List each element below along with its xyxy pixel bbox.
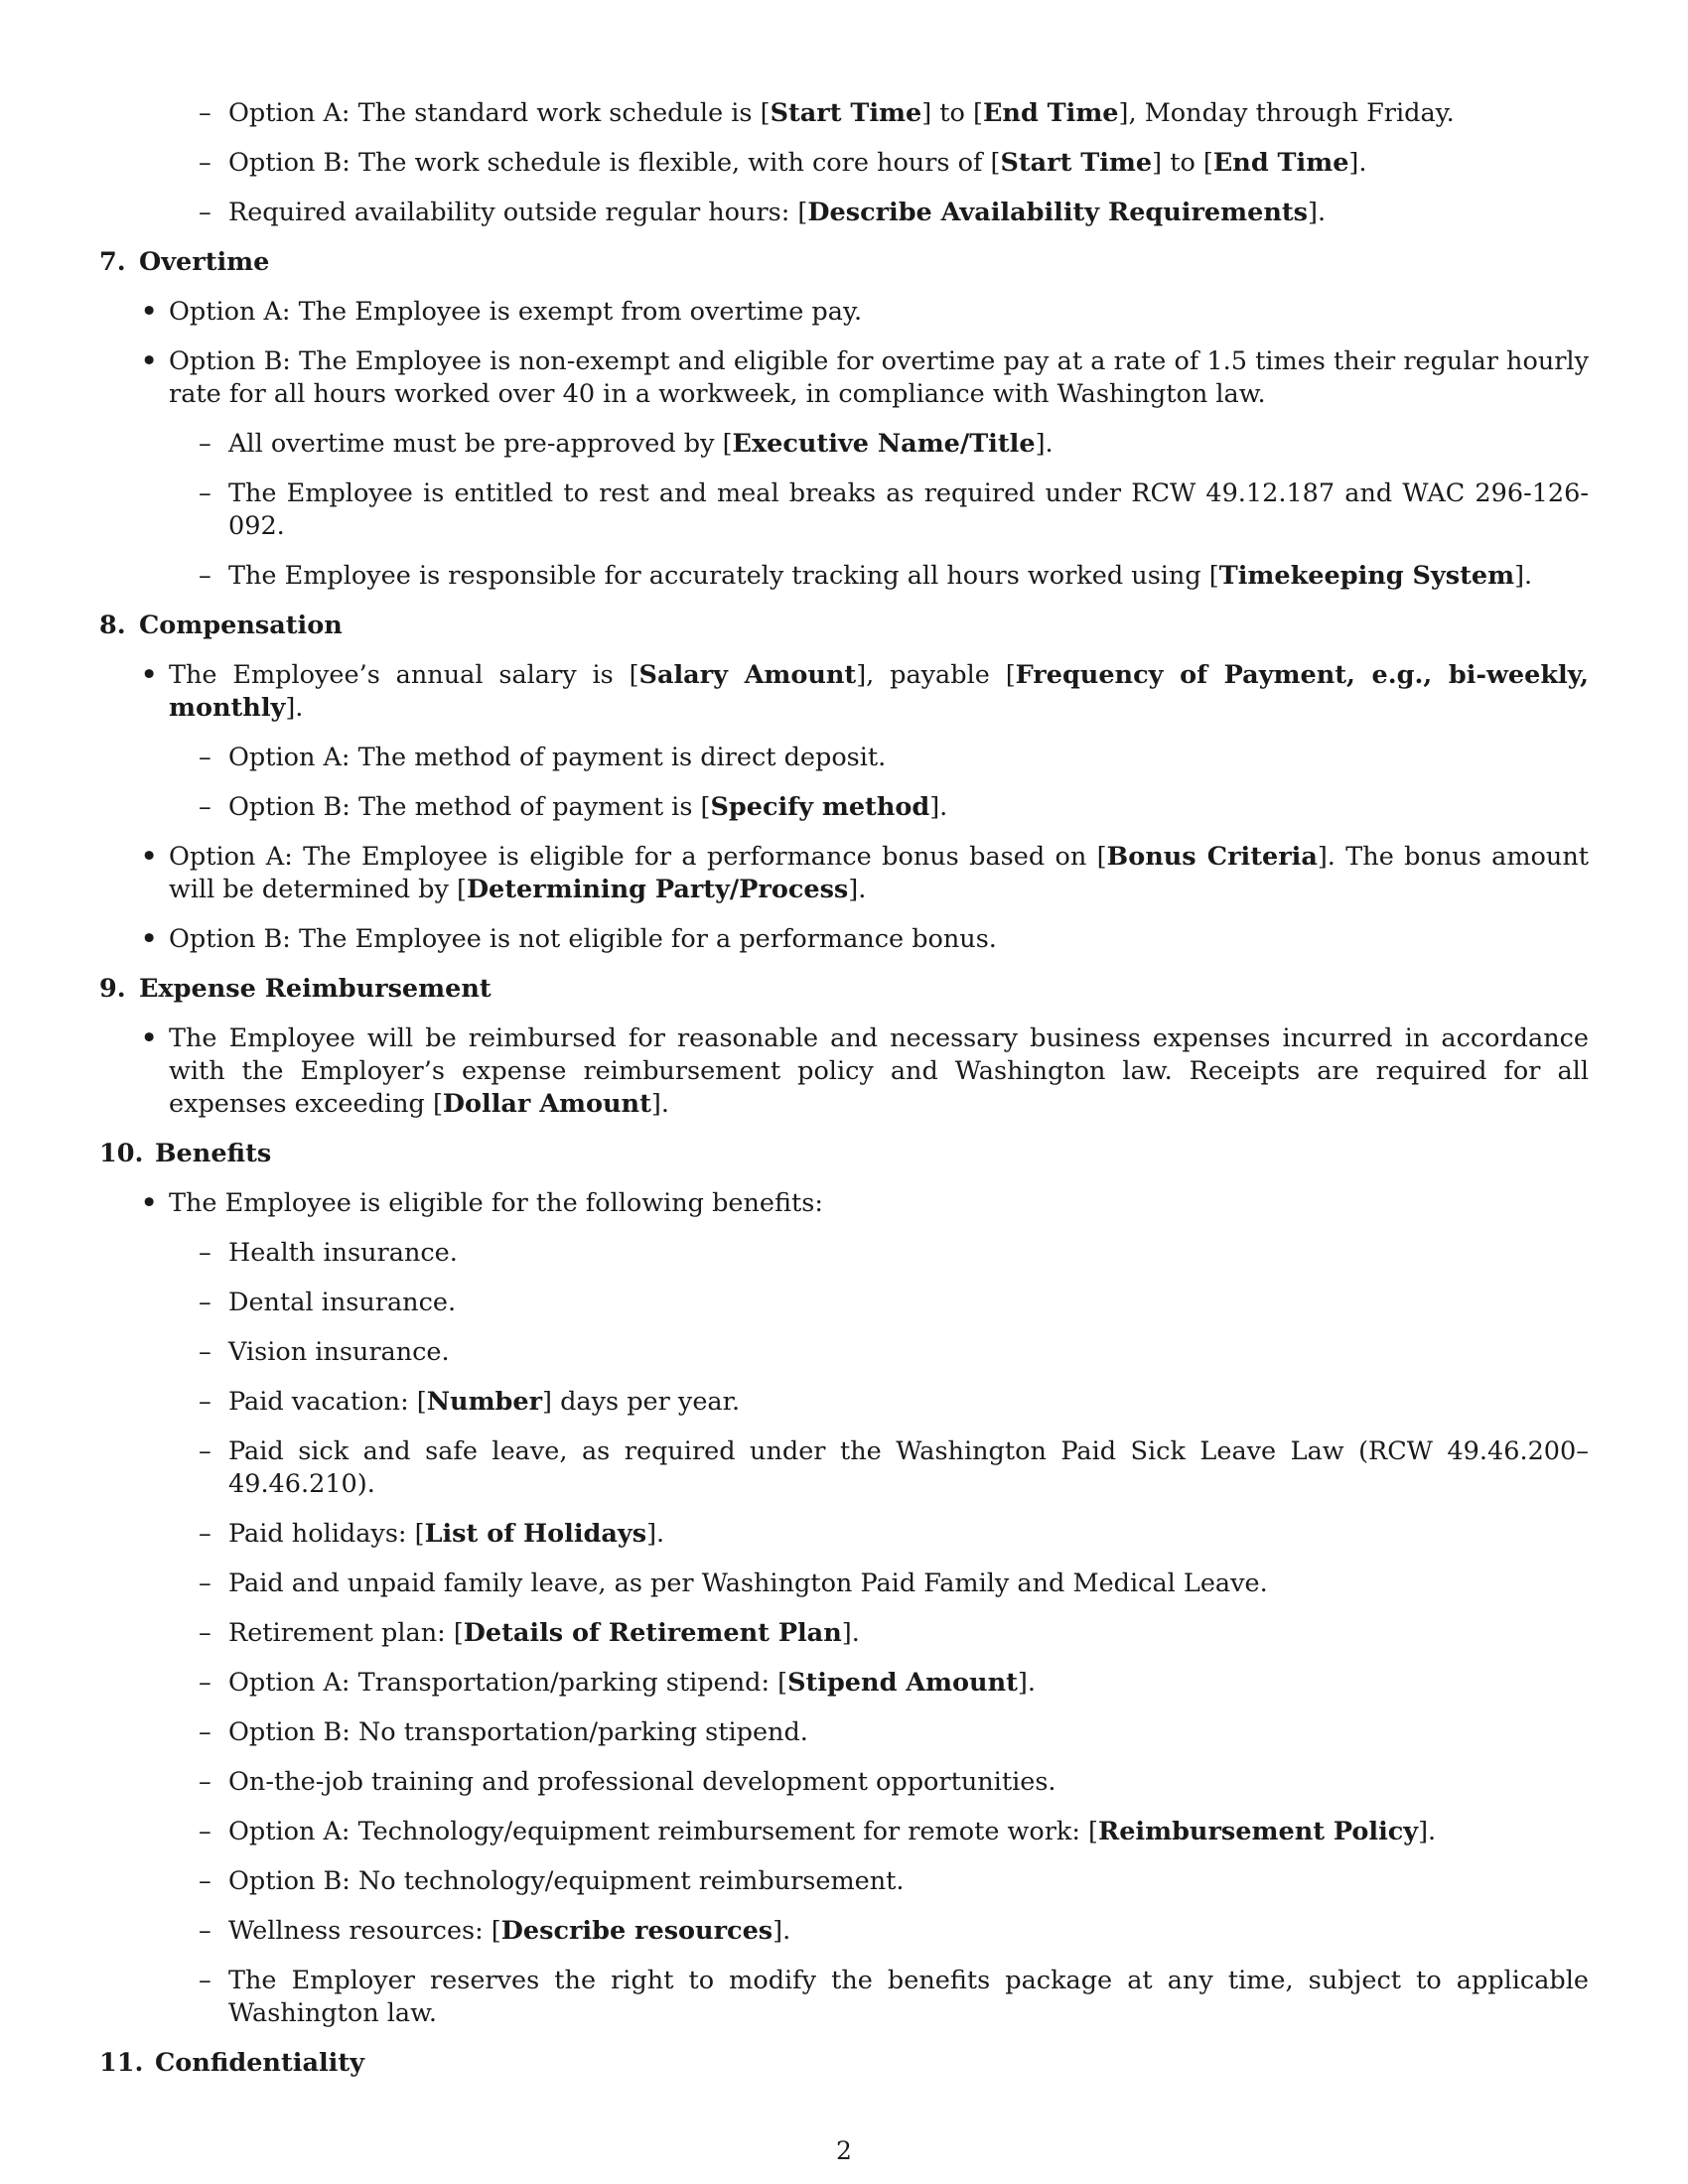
- placeholder-field: Bonus Criteria: [1106, 842, 1318, 872]
- item-text: Option A: The method of payment is direct deposit.: [228, 743, 887, 772]
- section-number: 10.: [99, 1139, 144, 1168]
- placeholder-field: Describe Availability Requirements: [807, 198, 1309, 227]
- placeholder-field: End Time: [1212, 148, 1349, 178]
- item-text: The Employee is eligible for the following benefits:: [169, 1188, 823, 1218]
- sub-list-item: [199, 1518, 1589, 1551]
- dash-marker: –: [199, 429, 211, 459]
- dash-marker: –: [199, 198, 211, 227]
- dash-marker: –: [199, 1569, 211, 1598]
- item-text: Wellness resources: [: [228, 1916, 501, 1946]
- item-text: Retirement plan: [: [228, 1618, 464, 1648]
- bullet-item: [141, 1187, 1589, 1220]
- section-number: 11.: [99, 2048, 144, 2078]
- section-number: 8.: [99, 611, 126, 640]
- placeholder-field: Start Time: [1000, 148, 1153, 178]
- item-text: All overtime must be pre-approved by [: [228, 429, 733, 459]
- item-text: The Employee will be reimbursed for reasonable and necessary business expenses incurred in accordance with the Employer’s expense reimbursement policy and Washington law. Receipts are required for all expenses exceeding [: [169, 1024, 1589, 1119]
- section-heading: [99, 610, 1589, 642]
- bullet-marker: •: [141, 660, 158, 690]
- dash-marker: –: [199, 98, 211, 128]
- item-text: ].: [841, 1618, 860, 1648]
- placeholder-field: Executive Name/Title: [732, 429, 1036, 459]
- section-title: Overtime: [139, 247, 270, 277]
- placeholder-field: List of Holidays: [424, 1519, 647, 1549]
- item-text: ], Monday through Friday.: [1118, 98, 1455, 128]
- item-text: ].: [1348, 148, 1367, 178]
- placeholder-field: End Time: [982, 98, 1119, 128]
- section-heading: [99, 1138, 1589, 1170]
- item-text: ].: [773, 1916, 791, 1946]
- item-text: ], payable [: [856, 660, 1016, 690]
- item-text: On-the-job training and professional development opportunities.: [228, 1767, 1056, 1797]
- item-text: ].: [848, 875, 867, 904]
- dash-marker: –: [199, 1618, 211, 1648]
- page-number: 2: [836, 2136, 852, 2165]
- item-text: Health insurance.: [228, 1238, 458, 1268]
- dash-marker: –: [199, 1817, 211, 1846]
- dash-marker: –: [199, 1337, 211, 1367]
- dash-marker: –: [199, 1387, 211, 1417]
- item-text: The Employee’s annual salary is [: [169, 660, 639, 690]
- item-text: The Employer reserves the right to modify the benefits package at any time, subject to applicable Washington law.: [228, 1966, 1589, 2028]
- item-text: ].: [1035, 429, 1054, 459]
- sub-list-item: [199, 1865, 1589, 1898]
- placeholder-field: Describe resources: [500, 1916, 774, 1946]
- item-text: ] days per year.: [542, 1387, 741, 1417]
- dash-marker: –: [199, 1717, 211, 1747]
- sub-list-item: [199, 1568, 1589, 1600]
- bullet-item: [141, 923, 1589, 956]
- sub-list-item: [199, 1237, 1589, 1270]
- section-number: 9.: [99, 974, 126, 1004]
- placeholder-field: Details of Retirement Plan: [463, 1618, 842, 1648]
- section-title: Expense Reimbursement: [139, 974, 492, 1004]
- item-text: Required availability outside regular hours: [: [228, 198, 808, 227]
- bullet-item: [141, 841, 1589, 906]
- item-text: The Employee is responsible for accurately tracking all hours worked using [: [228, 561, 1219, 591]
- document-body: [99, 97, 1589, 2097]
- placeholder-field: Stipend Amount: [787, 1668, 1018, 1698]
- item-text: Option A: Transportation/parking stipend: [: [228, 1668, 788, 1698]
- item-text: Option B: The Employee is non-exempt and eligible for overtime pay at a rate of 1.5 times their regular hourly rate for all hours worked over 40 in a workweek, in compliance with Washington law.: [169, 346, 1589, 409]
- item-text: Option B: No transportation/parking stipend.: [228, 1717, 808, 1747]
- section-number: 7.: [99, 247, 126, 277]
- bullet-marker: •: [141, 1024, 158, 1053]
- section-title: Compensation: [139, 611, 343, 640]
- sub-list-item: [199, 1336, 1589, 1369]
- item-text: Option A: The Employee is exempt from overtime pay.: [169, 297, 863, 327]
- section-title: Confidentiality: [155, 2048, 364, 2078]
- dash-marker: –: [199, 1916, 211, 1946]
- dash-marker: –: [199, 1519, 211, 1549]
- bullet-marker: •: [141, 1188, 158, 1218]
- dash-marker: –: [199, 792, 211, 822]
- placeholder-field: Salary Amount: [638, 660, 857, 690]
- placeholder-field: Dollar Amount: [442, 1089, 651, 1119]
- item-text: ].: [650, 1089, 669, 1119]
- item-text: Vision insurance.: [228, 1337, 450, 1367]
- section-heading: [99, 2047, 1589, 2080]
- item-text: The Employee is entitled to rest and meal breaks as required under RCW 49.12.187 and WAC 296-126-092.: [228, 478, 1589, 541]
- placeholder-field: Number: [426, 1387, 543, 1417]
- item-text: ] to [: [1152, 148, 1213, 178]
- section-title: Benefits: [155, 1139, 272, 1168]
- item-text: ] to [: [921, 98, 983, 128]
- sub-list-item: [199, 478, 1589, 543]
- sub-list-item: [199, 97, 1589, 130]
- item-text: Option A: The standard work schedule is [: [228, 98, 771, 128]
- placeholder-field: Start Time: [770, 98, 922, 128]
- dash-marker: –: [199, 1238, 211, 1268]
- bullet-marker: •: [141, 924, 158, 954]
- sub-list-item: [199, 1667, 1589, 1700]
- sub-list-item: [199, 791, 1589, 824]
- section-heading: [99, 246, 1589, 279]
- item-text: Paid and unpaid family leave, as per Washington Paid Family and Medical Leave.: [228, 1569, 1268, 1598]
- sub-list-item: [199, 1386, 1589, 1419]
- dash-marker: –: [199, 148, 211, 178]
- item-text: ].: [1308, 198, 1327, 227]
- dash-marker: –: [199, 561, 211, 591]
- sub-list-item: [199, 1287, 1589, 1319]
- placeholder-field: Reimbursement Policy: [1098, 1817, 1419, 1846]
- item-text: Option B: The work schedule is flexible, with core hours of [: [228, 148, 1001, 178]
- dash-marker: –: [199, 1866, 211, 1896]
- item-text: ].: [1514, 561, 1533, 591]
- dash-marker: –: [199, 1436, 211, 1466]
- placeholder-field: Frequency of Payment, e.g., bi-weekly, monthly: [169, 660, 1589, 723]
- item-text: Option B: The Employee is not eligible for a performance bonus.: [169, 924, 997, 954]
- section-heading: [99, 973, 1589, 1006]
- sub-list-item: [199, 197, 1589, 229]
- sub-list-item: [199, 1435, 1589, 1501]
- dash-marker: –: [199, 478, 211, 508]
- dash-marker: –: [199, 1966, 211, 1995]
- item-text: ].: [929, 792, 948, 822]
- dash-marker: –: [199, 1288, 211, 1317]
- item-text: Option A: Technology/equipment reimbursement for remote work: [: [228, 1817, 1099, 1846]
- sub-list-item: [199, 1915, 1589, 1948]
- item-text: ].: [646, 1519, 665, 1549]
- item-text: Paid holidays: [: [228, 1519, 425, 1549]
- item-text: ].: [1418, 1817, 1437, 1846]
- sub-list-item: [199, 147, 1589, 180]
- item-text: Option B: No technology/equipment reimbursement.: [228, 1866, 905, 1896]
- dash-marker: –: [199, 1767, 211, 1797]
- dash-marker: –: [199, 1668, 211, 1698]
- item-text: ].: [1017, 1668, 1036, 1698]
- placeholder-field: Determining Party/Process: [466, 875, 849, 904]
- item-text: ].: [285, 693, 304, 723]
- sub-list-item: [199, 1766, 1589, 1799]
- bullet-item: [141, 1023, 1589, 1121]
- item-text: Option B: The method of payment is [: [228, 792, 711, 822]
- item-text: Dental insurance.: [228, 1288, 457, 1317]
- item-text: ]. The bonus amount will be determined by [: [169, 842, 1589, 904]
- sub-list-item: [199, 428, 1589, 461]
- item-text: Option A: The Employee is eligible for a performance bonus based on [: [169, 842, 1107, 872]
- item-text: Paid vacation: [: [228, 1387, 427, 1417]
- bullet-item: [141, 296, 1589, 329]
- bullet-item: [141, 345, 1589, 411]
- bullet-item: [141, 659, 1589, 725]
- sub-list-item: [199, 1716, 1589, 1749]
- bullet-marker: •: [141, 297, 158, 327]
- item-text: Paid sick and safe leave, as required under the Washington Paid Sick Leave Law (RCW 49.46.200–49.46.210).: [228, 1436, 1589, 1499]
- sub-list-item: [199, 1816, 1589, 1848]
- sub-list-item: [199, 1965, 1589, 2030]
- dash-marker: –: [199, 743, 211, 772]
- placeholder-field: Timekeeping System: [1218, 561, 1515, 591]
- sub-list-item: [199, 1617, 1589, 1650]
- placeholder-field: Specify method: [710, 792, 930, 822]
- bullet-marker: •: [141, 346, 158, 376]
- bullet-marker: •: [141, 842, 158, 872]
- sub-list-item: [199, 742, 1589, 774]
- sub-list-item: [199, 560, 1589, 593]
